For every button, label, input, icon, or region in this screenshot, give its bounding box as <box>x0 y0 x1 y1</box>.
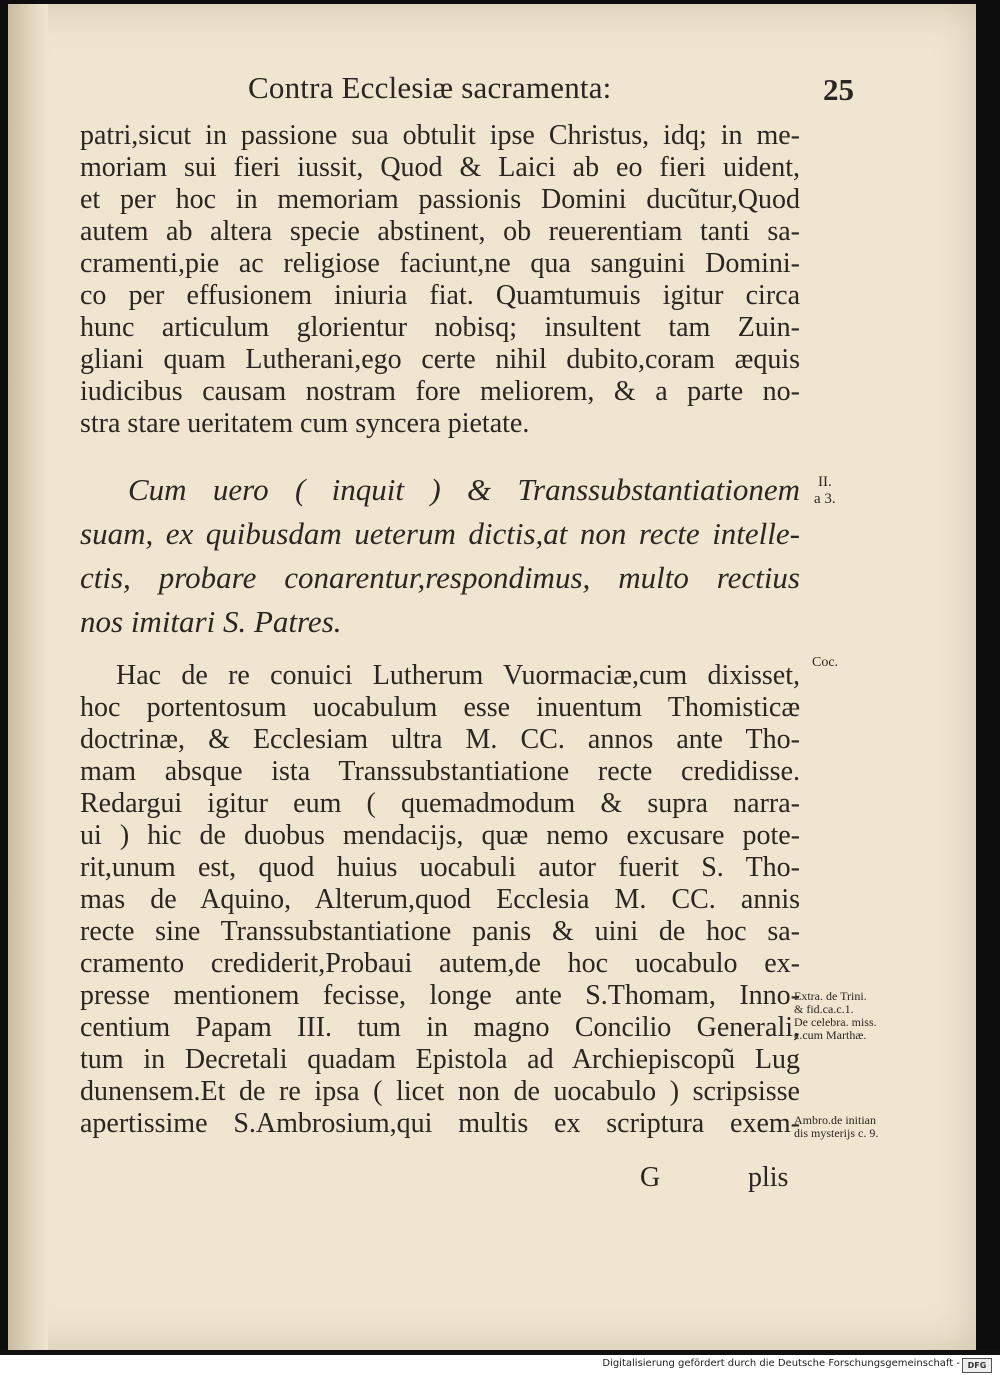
quote-line: ctis, probare conarentur,respondimus, multo rectius <box>80 560 800 595</box>
text-line: mam absque ista Transsubstantiatione recte credidisse. <box>80 756 800 787</box>
text-line: gliani quam Lutherani,ego certe nihil dubito,coram æquis <box>80 344 800 375</box>
margin-note-extra <box>794 990 877 1042</box>
text-line: iudicibus causam nostram fore meliorem, & a parte no- <box>80 376 800 407</box>
text-line: hoc portentosum uocabulum esse inuentum Thomisticæ <box>80 692 800 723</box>
text-line: et per hoc in memoriam passionis Domini ducũtur,Quod <box>80 184 800 215</box>
text-line: presse mentionem fecisse, longe ante S.Thomam, Inno- <box>80 980 800 1011</box>
text-line: co per effusionem iniuria fiat. Quamtumuis igitur circa <box>80 280 800 311</box>
text-line: cramento crediderit,Probaui autem,de hoc uocabulo ex- <box>80 948 800 979</box>
digitization-footer <box>0 1355 1000 1375</box>
paragraph-c <box>80 660 800 1140</box>
text-line: mas de Aquino, Alterum,quod Ecclesia M. CC. annis <box>80 884 800 915</box>
page-number: 25 <box>823 72 854 107</box>
margin-note-line: dis mysterijs c. 9. <box>794 1126 879 1140</box>
text-line: moriam sui fieri iussit, Quod & Laici ab eo fieri uident, <box>80 152 800 183</box>
margin-note-line: Ambro.de initian <box>794 1113 876 1127</box>
margin-note-line: a 3. <box>814 491 836 507</box>
text-line: tum in Decretali quadam Epistola ad Archiepiscopũ Lug <box>80 1044 800 1075</box>
quote-line: nos imitari S. Patres. <box>80 604 342 639</box>
text-line: doctrinæ, & Ecclesiam ultra M. CC. annos ante Tho- <box>80 724 800 755</box>
margin-note-reference <box>814 474 836 508</box>
text-line: autem ab altera specie abstinent, ob reuerentiam tanti sa- <box>80 216 800 247</box>
margin-note-line: & fid.ca.c.1. <box>794 1002 854 1016</box>
text-line: ui ) hic de duobus mendacijs, quæ nemo excusare pote- <box>80 820 800 851</box>
running-title: Contra Ecclesiæ sacramenta: <box>248 70 612 105</box>
text-line: cramenti,pie ac religiose faciunt,ne qua sanguini Domini- <box>80 248 800 279</box>
text-line: Hac de re conuici Lutherum Vuormaciæ,cum dixisset, <box>116 660 800 691</box>
dfg-logo-icon[interactable]: DFG <box>962 1358 992 1373</box>
text-line: hunc articulum glorientur nobisq; insultent tam Zuin- <box>80 312 800 343</box>
margin-note-line: II. <box>817 474 832 490</box>
margin-note-line: c.cum Marthæ. <box>794 1028 867 1042</box>
page-header <box>248 70 928 114</box>
quote-paragraph <box>80 468 800 644</box>
text-line: Redargui igitur eum ( quemadmodum & supra narra- <box>80 788 800 819</box>
text-line: apertissime S.Ambrosium,qui multis ex scriptura exem- <box>80 1108 800 1139</box>
quote-line: Cum uero ( inquit ) & Transsubstantiationem <box>128 472 800 507</box>
catchword: plis <box>748 1162 789 1193</box>
text-line: centium Papam III. tum in magno Concilio Generali, <box>80 1012 800 1043</box>
text-line: rit,unum est, quod huius uocabuli autor fuerit S. Tho- <box>80 852 800 883</box>
text-line: stra stare ueritatem cum syncera pietate. <box>80 408 530 439</box>
text-line: dunensem.Et de re ipsa ( licet non de uocabulo ) scripsisse <box>80 1076 800 1107</box>
quote-line: suam, ex quibusdam ueterum dictis,at non recte intelle- <box>80 516 800 551</box>
scanned-page <box>8 4 976 1350</box>
text-line: patri,sicut in passione sua obtulit ipse Christus, idq; in me- <box>80 120 800 151</box>
footer-credit: Digitalisierung gefördert durch die Deutsche Forschungsgemeinschaft - <box>602 1358 960 1369</box>
paragraph-a <box>80 120 800 440</box>
margin-note-line: De celebra. miss. <box>794 1015 877 1029</box>
page-gutter-shadow <box>8 4 48 1350</box>
text-line: recte sine Transsubstantiatione panis & uini de hoc sa- <box>80 916 800 947</box>
margin-note-coc: Coc. <box>812 655 839 670</box>
margin-note-ambro <box>794 1114 878 1140</box>
margin-note-line: Extra. de Trini. <box>794 989 867 1003</box>
signature-mark: G <box>640 1162 661 1193</box>
